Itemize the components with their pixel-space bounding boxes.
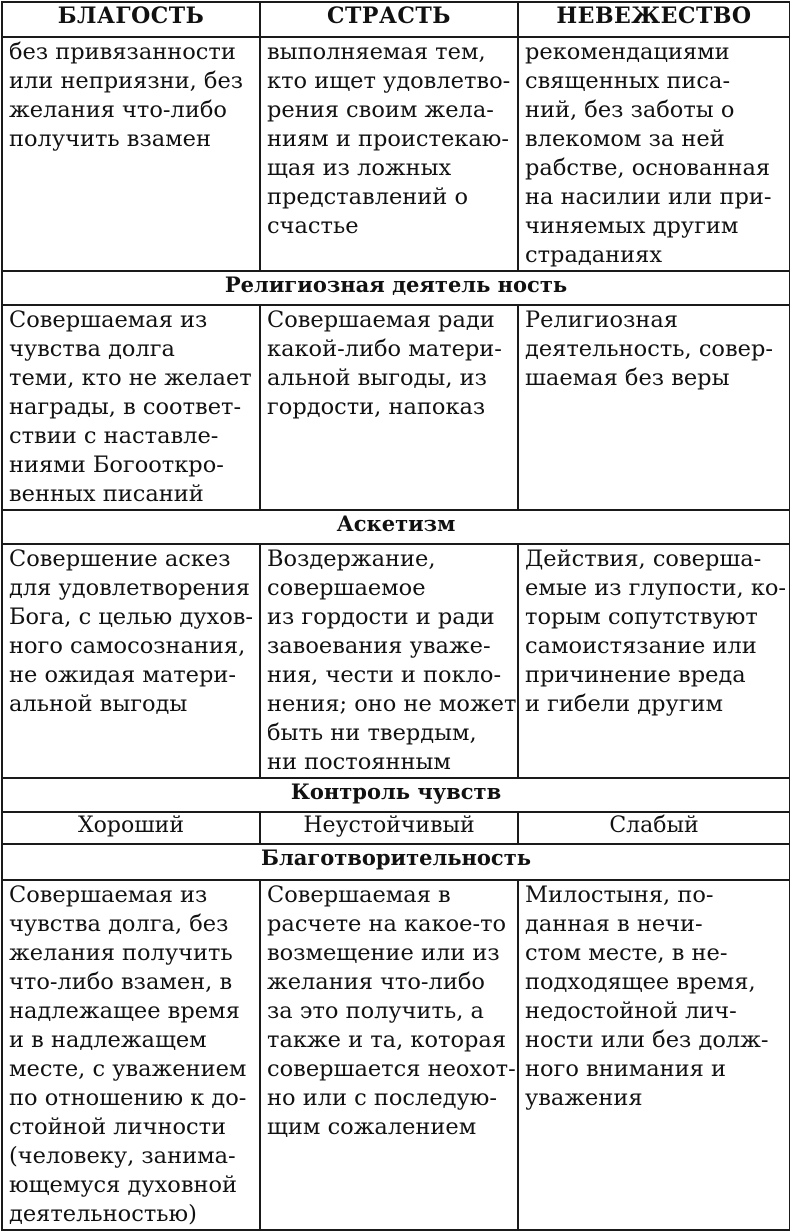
- cell-text-line: ний, без заботы о: [525, 97, 735, 123]
- cell-text-line: также и та, которая: [267, 1027, 507, 1053]
- cell-text-line: гордости, напоказ: [267, 394, 486, 420]
- cell-text-line: представлений о: [267, 184, 468, 210]
- section-row: [2, 844, 790, 880]
- cell-text-line: и в надлежащем: [9, 1027, 207, 1053]
- section-title-asceticism: Аскетизм: [2, 510, 790, 544]
- cell-text-line: рабстве, основанная: [525, 155, 771, 181]
- passion-cell: [260, 880, 518, 1230]
- cell-text-line: причинение вреда: [525, 662, 746, 688]
- cell-text-line: по отношению к до-: [9, 1085, 247, 1111]
- cell-text-line: чиняемых другим: [525, 213, 739, 239]
- cell-text-line: влекомом за ней: [525, 126, 725, 152]
- goodness-cell: Хороший: [2, 812, 260, 844]
- section-row: [2, 510, 790, 544]
- cell-text-line: щим сожалением: [267, 1114, 477, 1140]
- ignorance-cell: [518, 305, 790, 510]
- cell-text-line: на насилии или при-: [525, 184, 772, 210]
- section-row: [2, 778, 790, 812]
- cell-text-line: Совершаемая в: [267, 882, 451, 908]
- passion-cell: [260, 544, 518, 778]
- cell-text-line: не ожидая матери-: [9, 662, 236, 688]
- header-goodness: БЛАГОСТЬ: [2, 2, 260, 37]
- ignorance-cell: [518, 880, 790, 1230]
- cell-text-line: желания что-либо: [9, 97, 227, 123]
- cell-text-line: рекомендациями: [525, 39, 730, 65]
- cell-text-line: ного внимания и: [525, 1056, 726, 1082]
- cell-text-line: Религиозная: [525, 307, 678, 333]
- cell-text-line: желания получить: [9, 940, 233, 966]
- cell-text-line: что-либо взамен, в: [9, 969, 233, 995]
- cell-text-line: ниями Богооткро-: [9, 452, 224, 478]
- cell-text-line: ния, чести и покло-: [267, 662, 502, 688]
- cell-text-line: ниям и проистекаю-: [267, 126, 509, 152]
- ignorance-cell: Слабый: [518, 812, 790, 844]
- cell-text-line: совершается неохот-: [267, 1056, 516, 1082]
- goodness-cell: [2, 37, 260, 271]
- header-passion: СТРАСТЬ: [260, 2, 518, 37]
- cell-text-line: какой-либо матери-: [267, 336, 502, 362]
- cell-text-line: подходящее время,: [525, 969, 756, 995]
- goodness-cell: [2, 880, 260, 1230]
- cell-text-line: месте, с уважением: [9, 1056, 247, 1082]
- cell-text-line: без привязанности: [9, 39, 236, 65]
- cell-text-line: за это получить, а: [267, 998, 484, 1024]
- cell-text-line: (человеку, занима-: [9, 1143, 236, 1169]
- cell-text-line: чувства долга, без: [9, 911, 229, 937]
- cell-text-line: щая из ложных: [267, 155, 452, 181]
- passion-cell: Неустойчивый: [260, 812, 518, 844]
- cell-text-line: торым сопутствуют: [525, 604, 758, 630]
- cell-text-line: Действия, соверша-: [525, 546, 762, 572]
- cell-text-line: Совершаемая ради: [267, 307, 495, 333]
- cell-text-line: священных писа-: [525, 68, 731, 94]
- section-title-senses: Контроль чувств: [2, 778, 790, 812]
- cell-text-line: деятельность, совер-: [525, 336, 773, 362]
- cell-text-line: Совершение аскез: [9, 546, 231, 572]
- cell-text-line: ствии с наставле-: [9, 423, 219, 449]
- cell-text-line: быть ни твердым,: [267, 720, 477, 746]
- cell-text-line: альной выгоды, из: [267, 365, 487, 391]
- cell-text-line: желания что-либо: [267, 969, 485, 995]
- section-title-charity: Благотворительность: [2, 844, 790, 880]
- cell-text-line: получить взамен: [9, 126, 211, 152]
- cell-text-line: и гибели другим: [525, 691, 724, 717]
- table-row: [2, 305, 790, 510]
- cell-text-line: надлежащее время: [9, 998, 240, 1024]
- cell-text-line: уважения: [525, 1085, 643, 1111]
- cell-text-line: венных писаний: [9, 481, 204, 507]
- header-row: [2, 2, 790, 37]
- cell-text-line: емые из глупости, ко-: [525, 575, 787, 601]
- cell-text-line: выполняемая тем,: [267, 39, 486, 65]
- ignorance-cell: [518, 544, 790, 778]
- cell-text-line: рения своим жела-: [267, 97, 494, 123]
- cell-text-line: расчете на какое-то: [267, 911, 507, 937]
- cell-text-line: стойной личности: [9, 1114, 227, 1140]
- cell-text-line: ного самосознания,: [9, 633, 246, 659]
- cell-text-line: но или с последую-: [267, 1085, 497, 1111]
- cell-text-line: нения; оно не может: [267, 691, 517, 717]
- cell-text-line: альной выгоды: [9, 691, 188, 717]
- section-row: [2, 271, 790, 305]
- gunas-comparison-table: [1, 1, 790, 1231]
- passion-cell: [260, 37, 518, 271]
- cell-text-line: теми, кто не желает: [9, 365, 252, 391]
- cell-text-line: для удовлетворения: [9, 575, 250, 601]
- header-ignorance: НЕВЕЖЕСТВО: [518, 2, 790, 37]
- cell-text-line: недостойной лич-: [525, 998, 737, 1024]
- cell-text-line: Бога, с целью духов-: [9, 604, 254, 630]
- cell-text-line: самоистязание или: [525, 633, 757, 659]
- cell-text-line: Милостыня, по-: [525, 882, 714, 908]
- cell-text-line: кто ищет удовлетво-: [267, 68, 511, 94]
- table-row: [2, 544, 790, 778]
- cell-text-line: счастье: [267, 213, 359, 239]
- cell-text-line: завоевания уваже-: [267, 633, 491, 659]
- cell-text-line: возмещение или из: [267, 940, 500, 966]
- cell-text-line: ни постоянным: [267, 749, 451, 775]
- cell-text-line: Совершаемая из: [9, 307, 208, 333]
- ignorance-cell: [518, 37, 790, 271]
- cell-text-line: награды, в соответ-: [9, 394, 242, 420]
- cell-text-line: ющемуся духовной: [9, 1172, 238, 1198]
- goodness-cell: [2, 544, 260, 778]
- passion-cell: [260, 305, 518, 510]
- cell-text-line: шаемая без веры: [525, 365, 730, 391]
- cell-text-line: Воздержание,: [267, 546, 436, 572]
- table-row: [2, 880, 790, 1230]
- cell-text-line: страданиях: [525, 242, 663, 268]
- cell-text-line: ности или без долж-: [525, 1027, 769, 1053]
- cell-text-line: Совершаемая из: [9, 882, 208, 908]
- cell-text-line: совершаемое: [267, 575, 426, 601]
- goodness-cell: [2, 305, 260, 510]
- cell-text-line: или неприязни, без: [9, 68, 244, 94]
- cell-text-line: данная в нечи-: [525, 911, 703, 937]
- cell-text-line: чувства долга: [9, 336, 175, 362]
- table-row: [2, 37, 790, 271]
- cell-text-line: стом месте, в не-: [525, 940, 728, 966]
- cell-text-line: деятельностью): [9, 1201, 197, 1227]
- table-row: [2, 812, 790, 844]
- cell-text-line: из гордости и ради: [267, 604, 495, 630]
- section-title-religious: Религиозная деятель ность: [2, 271, 790, 305]
